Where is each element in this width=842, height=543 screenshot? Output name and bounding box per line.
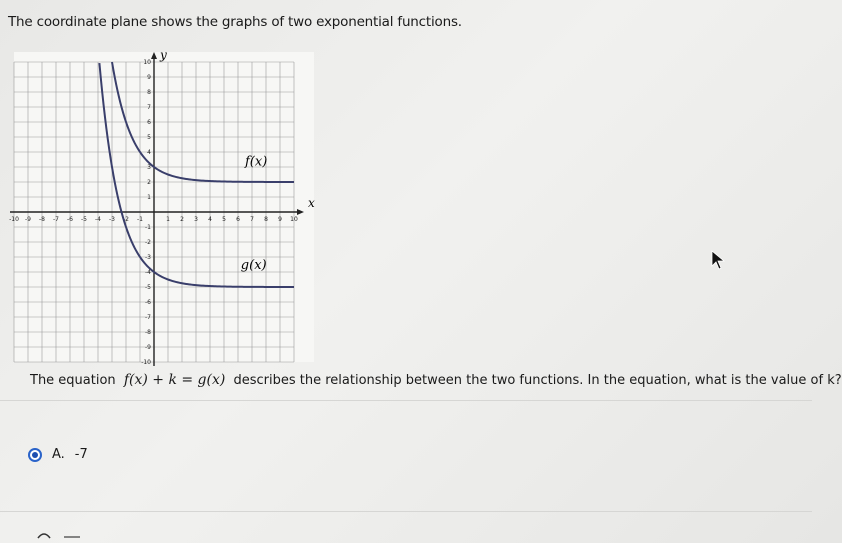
y-tick-label: -1 [145,224,151,231]
x-tick-label: -8 [39,216,45,223]
g-label: g(x) [240,258,267,273]
partial-answer-choice [30,526,110,540]
x-tick-label: 3 [194,216,198,223]
y-tick-label: -4 [145,269,151,276]
y-tick-label: -2 [145,239,151,246]
y-tick-label: 8 [147,89,151,96]
x-tick-label: 7 [250,216,254,223]
f-label: f(x) [245,154,268,170]
x-tick-label: 6 [236,216,240,223]
x-tick-label: 9 [278,216,282,223]
x-tick-label: -4 [95,216,101,223]
answer-choice-a[interactable] [28,447,88,462]
x-tick-label: 4 [208,216,212,223]
y-tick-label: 1 [147,194,151,201]
y-tick-label: 2 [147,179,151,186]
y-tick-label: 9 [147,74,151,81]
y-tick-label: 5 [147,134,151,141]
answer-letter: A. [52,447,65,462]
y-tick-label: 6 [147,119,151,126]
mouse-cursor-icon [711,250,727,270]
y-tick-label: -10 [141,359,151,366]
y-tick-label: 7 [147,104,151,111]
y-tick-label: -9 [145,344,151,351]
x-tick-label: -2 [123,216,129,223]
answer-value: -7 [74,447,88,462]
x-tick-label: -10 [9,216,19,223]
y-tick-label: -8 [145,329,151,336]
y-tick-label: -6 [145,299,151,306]
x-axis-label: x [308,196,315,210]
x-tick-label: -5 [81,216,87,223]
radio-selected-icon[interactable] [28,448,42,462]
coordinate-plane [9,48,315,366]
x-tick-label: -6 [67,216,73,223]
y-tick-label: -5 [145,284,151,291]
equation-prefix: The equation [30,373,116,388]
y-tick-label: -7 [145,314,151,321]
y-tick-label: -3 [145,254,151,261]
question-prompt: The coordinate plane shows the graphs of two exponential functions. [8,14,462,30]
divider [0,400,812,401]
x-tick-label: -9 [25,216,31,223]
y-axis-label: y [160,48,167,62]
x-tick-label: -3 [109,216,115,223]
equation-suffix: describes the relationship between the two functions. In the equation, what is the value of k? [233,373,842,388]
y-tick-label: 3 [147,164,151,171]
equation: f(x) + k = g(x) [123,372,226,388]
x-tick-label: 2 [180,216,184,223]
y-tick-label: 10 [143,59,151,66]
x-tick-label: -1 [137,216,143,223]
divider [0,511,812,512]
x-tick-label: 8 [264,216,268,223]
x-tick-label: 1 [166,216,170,223]
x-tick-label: 10 [290,216,298,223]
y-tick-label: 4 [147,149,151,156]
x-tick-label: -7 [53,216,59,223]
x-tick-label: 5 [222,216,226,223]
equation-statement [30,372,842,388]
